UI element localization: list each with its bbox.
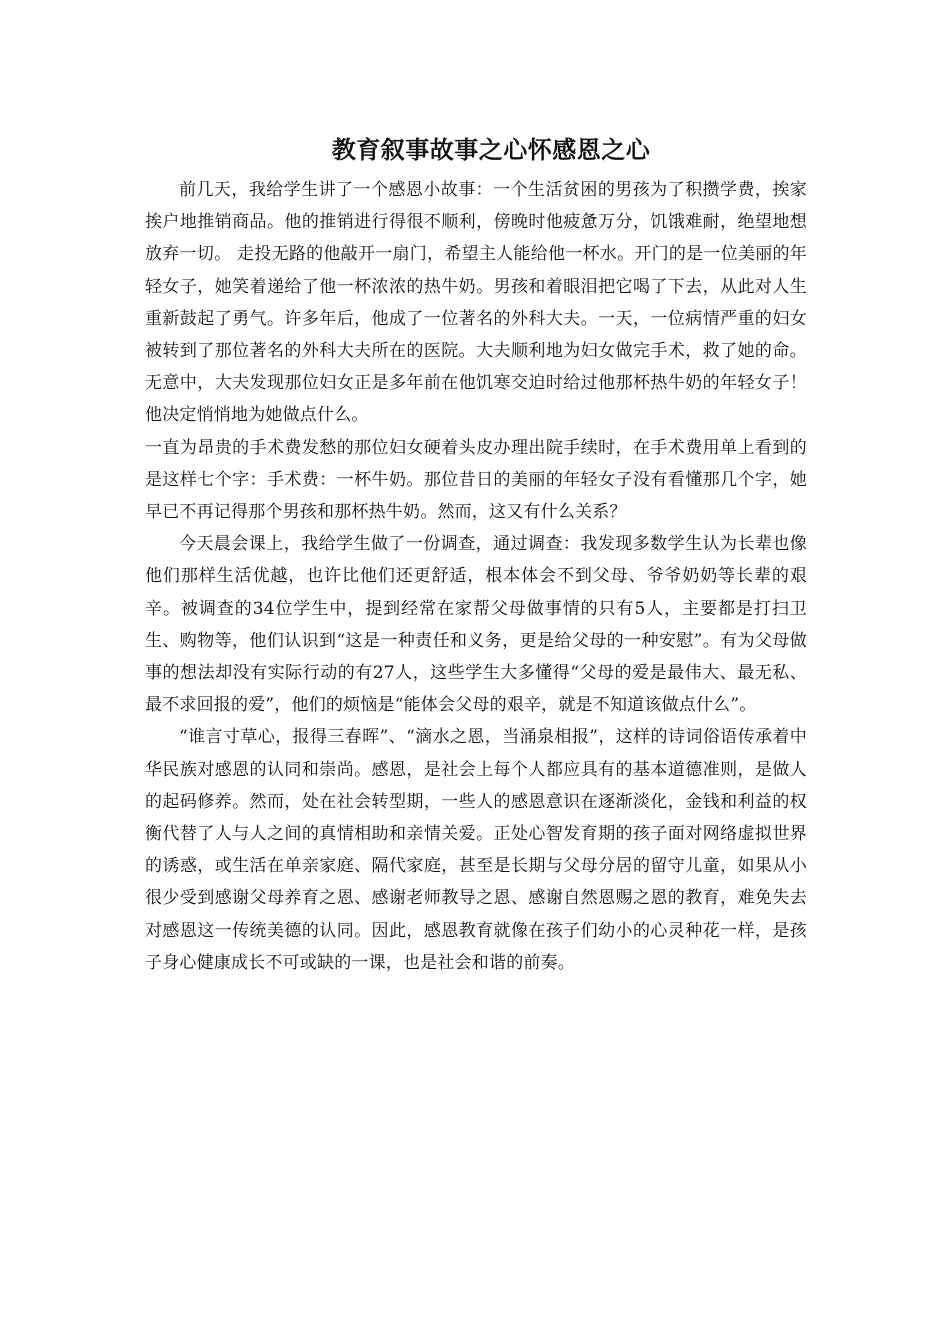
paragraph-4: “谁言寸草心，报得三春晖”、“滴水之恩，当涌泉相报”，这样的诗词俗语传承着中华民族对感恩的认同和崇尚。感恩，是社会上每个人都应具有的基本道德准则，是做人的起码修养。然而，处在社会转型期，一些人的感恩意识在逐渐淡化，金钱和利益的权衡代替了人与人之间的真情相助和亲情关爱。正处心智发育期的孩子面对网络虚拟世界的诱惑，或生活在单亲家庭、隔代家庭，甚至是长期与父母分居的留守儿童，如果从小很少受到感谢父母养育之恩、感谢老师教导之恩、感谢自然恩赐之恩的教育，难免失去对感恩这一传统美德的认同。因此，感恩教育就像在孩子们幼小的心灵种花一样，是孩子身心健康成长不可或缺的一课，也是社会和谐的前奏。 bbox=[145, 727, 807, 973]
document-page bbox=[145, 128, 807, 979]
paragraph-1: 前几天，我给学生讲了一个感恩小故事：一个生活贫困的男孩为了积攒学费，挨家挨户地推销商品。他的推销进行得很不顺利，傍晚时他疲惫万分，饥饿难耐，绝望地想放弃一切。 走投无路的他敲开一扇门，希望主人能给他一杯水。开门的是一位美丽的年轻女子，她笑着递给了他一杯浓浓的热牛奶。男孩和着眼泪把它喝了下去，从此对人生重新鼓起了勇气。许多年后，他成了一位著名的外科大夫。一天，一位病情严重的妇女被转到了那位著名的外科大夫所在的医院。大夫顺利地为妇女做完手术，救了她的命。无意中，大夫发现那位妇女正是多年前在他饥寒交迫时给过他那杯热牛奶的年轻女子！他决定悄悄地为她做点什么。 bbox=[145, 180, 807, 426]
paragraph-2: 一直为昂贵的手术费发愁的那位妇女硬着头皮办理出院手续时，在手术费用单上看到的是这样七个字：手术费：一杯牛奶。那位昔日的美丽的年轻女子没有看懂那几个字，她早已不再记得那个男孩和那杯热牛奶。然而，这又有什么关系？ bbox=[145, 437, 807, 523]
document-title: 教育叙事故事之心怀感恩之心 bbox=[331, 136, 651, 164]
paragraph-3: 今天晨会课上，我给学生做了一份调查，通过调查：我发现多数学生认为长辈也像他们那样生活优越，也许比他们还更舒适，根本体会不到父母、爷爷奶奶等长辈的艰辛。被调查的34位学生中，提到经常在家帮父母做事情的只有5人，主要都是打扫卫生、购物等，他们认识到“这是一种责任和义务，更是给父母的一种安慰”。有为父母做事的想法却没有实际行动的有27人，这些学生大多懂得“父母的爱是最伟大、最无私、最不求回报的爱”，他们的烦恼是“能体会父母的艰辛，就是不知道该做点什么”。 bbox=[145, 534, 807, 716]
